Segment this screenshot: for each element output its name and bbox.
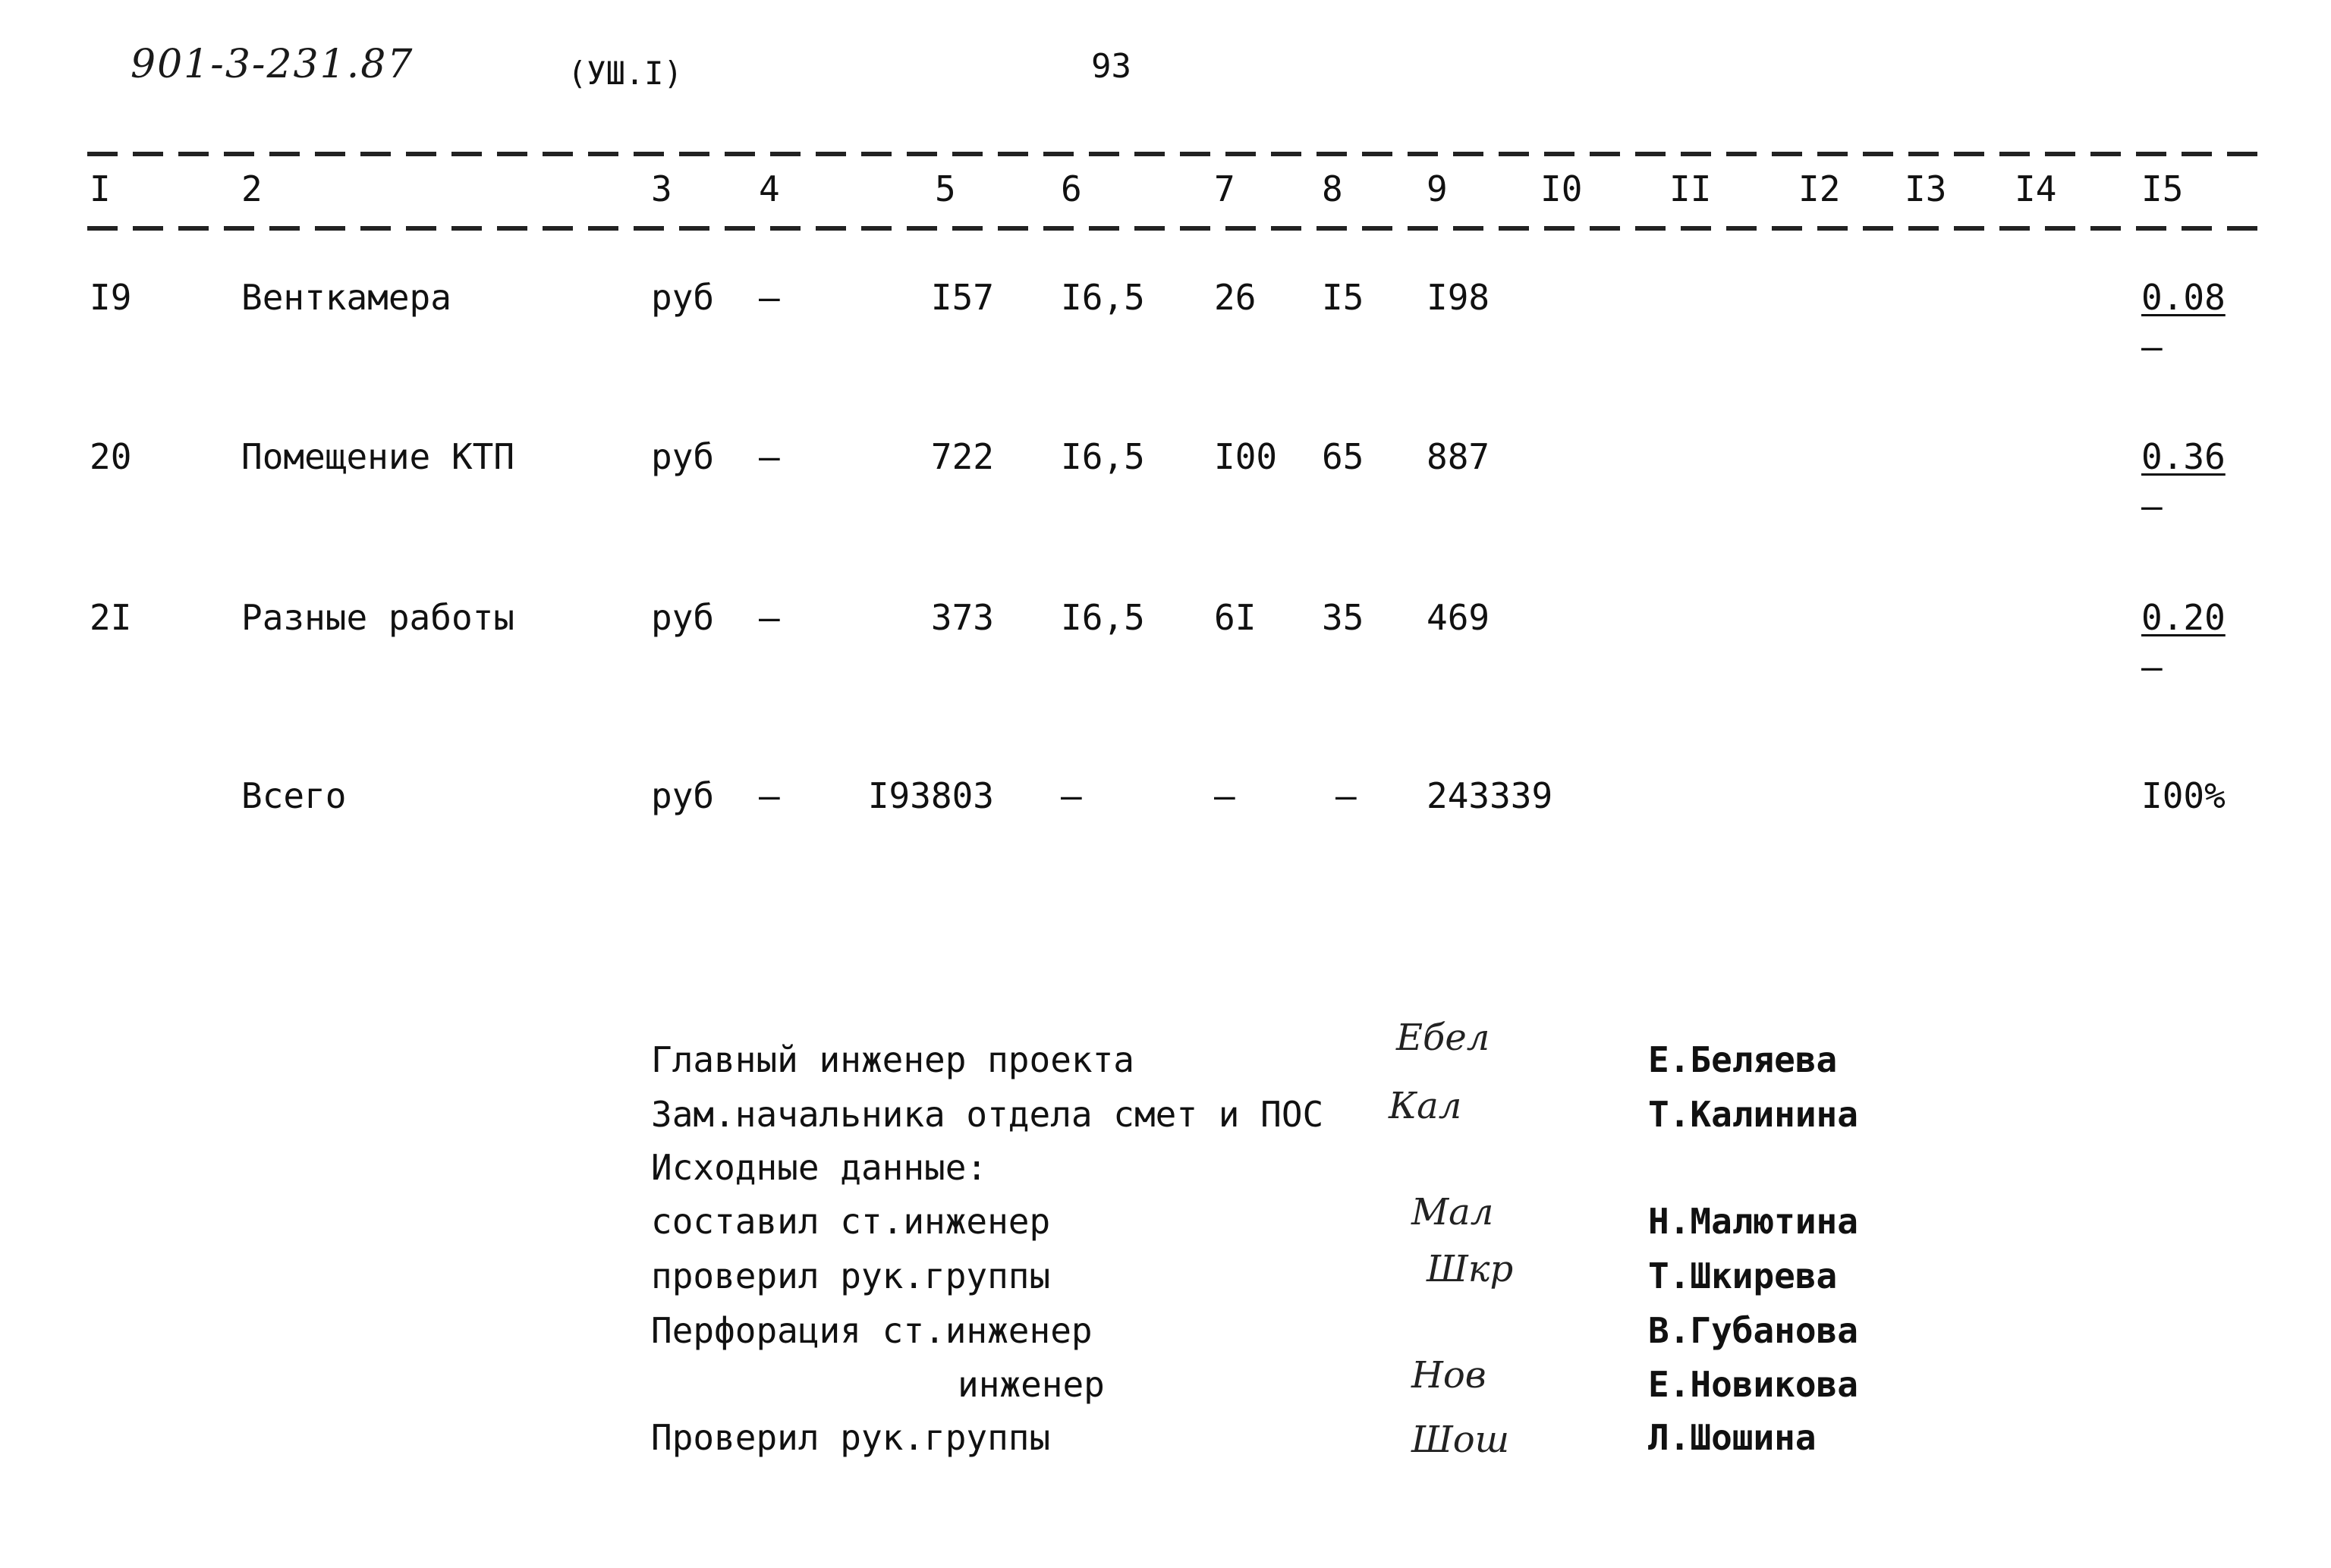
total-label: Всего xyxy=(241,775,347,816)
row-name: Разные работы xyxy=(241,597,515,638)
row-col15-denominator: – xyxy=(2141,326,2163,367)
col-header-3: 3 xyxy=(651,168,672,209)
signatory-name: В.Губанова xyxy=(1648,1310,1858,1351)
row-number: 2I xyxy=(90,597,132,638)
col-header-4: 4 xyxy=(759,168,780,209)
row-name: Помещение КТП xyxy=(241,436,515,477)
row-col15: 0.20 xyxy=(2141,597,2226,638)
signature-role: Проверил рук.группы xyxy=(651,1417,1051,1458)
col-header-9: 9 xyxy=(1427,168,1448,209)
total-col7: – xyxy=(1214,775,1235,816)
handwritten-signature: Шош xyxy=(1411,1419,1510,1461)
album-label: (УШ.I) xyxy=(568,55,683,92)
col-header-15: I5 xyxy=(2141,168,2184,209)
col-header-6: 6 xyxy=(1061,168,1082,209)
handwritten-signature: Ебел xyxy=(1396,1017,1490,1059)
row-col8: 65 xyxy=(1322,436,1364,477)
row-col5: 373 xyxy=(930,597,994,638)
col-header-5: 5 xyxy=(935,168,956,209)
row-name: Венткамера xyxy=(241,277,451,318)
row-col8: 35 xyxy=(1322,597,1364,638)
signature-role: инженер xyxy=(958,1364,1105,1405)
signatory-name: Т.Шкирева xyxy=(1648,1255,1838,1296)
col-header-13: I3 xyxy=(1905,168,1947,209)
signature-role: Главный инженер проекта xyxy=(651,1039,1134,1080)
row-number: 20 xyxy=(90,436,132,477)
signature-role: Зам.начальника отдела смет и ПОС xyxy=(651,1094,1324,1135)
total-col8: – xyxy=(1335,775,1357,816)
row-col4: – xyxy=(759,436,780,477)
row-col15: 0.08 xyxy=(2141,277,2226,318)
signatory-name: Е.Новикова xyxy=(1648,1364,1858,1405)
col-header-14: I4 xyxy=(2015,168,2057,209)
col-header-2: 2 xyxy=(241,168,263,209)
row-col9: I98 xyxy=(1427,277,1490,318)
handwritten-signature: Кал xyxy=(1389,1085,1462,1127)
col-header-11: II xyxy=(1669,168,1712,209)
signature-role: составил ст.инженер xyxy=(651,1201,1051,1242)
signatory-name: Н.Малютина xyxy=(1648,1201,1858,1242)
row-col6: I6,5 xyxy=(1061,597,1145,638)
signatory-name: Е.Беляева xyxy=(1648,1039,1838,1080)
row-col4: – xyxy=(759,277,780,318)
total-col9: 243339 xyxy=(1427,775,1553,816)
handwritten-signature: Нов xyxy=(1411,1354,1486,1397)
col-header-7: 7 xyxy=(1214,168,1235,209)
row-col7: 26 xyxy=(1214,277,1257,318)
document-code: 901-3-231.87 xyxy=(131,42,414,87)
row-col7: I00 xyxy=(1214,436,1278,477)
page-number: 93 xyxy=(1091,47,1131,86)
row-col6: I6,5 xyxy=(1061,436,1145,477)
row-col9: 469 xyxy=(1427,597,1490,638)
header-top-rule xyxy=(87,152,2273,156)
col-header-10: I0 xyxy=(1540,168,1583,209)
row-number: I9 xyxy=(90,277,132,318)
row-col5: 722 xyxy=(930,436,994,477)
signature-role: проверил рук.группы xyxy=(651,1255,1051,1296)
row-unit: руб xyxy=(651,597,715,638)
row-col9: 887 xyxy=(1427,436,1490,477)
row-col4: – xyxy=(759,597,780,638)
handwritten-signature: Шкр xyxy=(1427,1248,1514,1290)
col-header-8: 8 xyxy=(1322,168,1343,209)
total-unit: руб xyxy=(651,775,715,816)
signatory-name: Л.Шошина xyxy=(1648,1417,1817,1458)
signature-role: Перфорация ст.инженер xyxy=(651,1310,1093,1351)
row-col8: I5 xyxy=(1322,277,1364,318)
signatory-name: Т.Калинина xyxy=(1648,1094,1858,1135)
row-col6: I6,5 xyxy=(1061,277,1145,318)
total-col4: – xyxy=(759,775,780,816)
col-header-12: I2 xyxy=(1798,168,1841,209)
header-bottom-rule xyxy=(87,226,2273,231)
total-col15: I00% xyxy=(2141,775,2226,816)
row-unit: руб xyxy=(651,277,715,318)
col-header-1: I xyxy=(90,168,111,209)
row-col15-denominator: – xyxy=(2141,485,2163,526)
total-col6: – xyxy=(1061,775,1082,816)
row-col15: 0.36 xyxy=(2141,436,2226,477)
signature-role: Исходные данные: xyxy=(651,1147,988,1188)
total-col5: I93803 xyxy=(867,775,994,816)
row-col15-denominator: – xyxy=(2141,646,2163,687)
row-unit: руб xyxy=(651,436,715,477)
handwritten-signature: Мал xyxy=(1411,1191,1494,1233)
row-col5: I57 xyxy=(930,277,994,318)
row-col7: 6I xyxy=(1214,597,1257,638)
